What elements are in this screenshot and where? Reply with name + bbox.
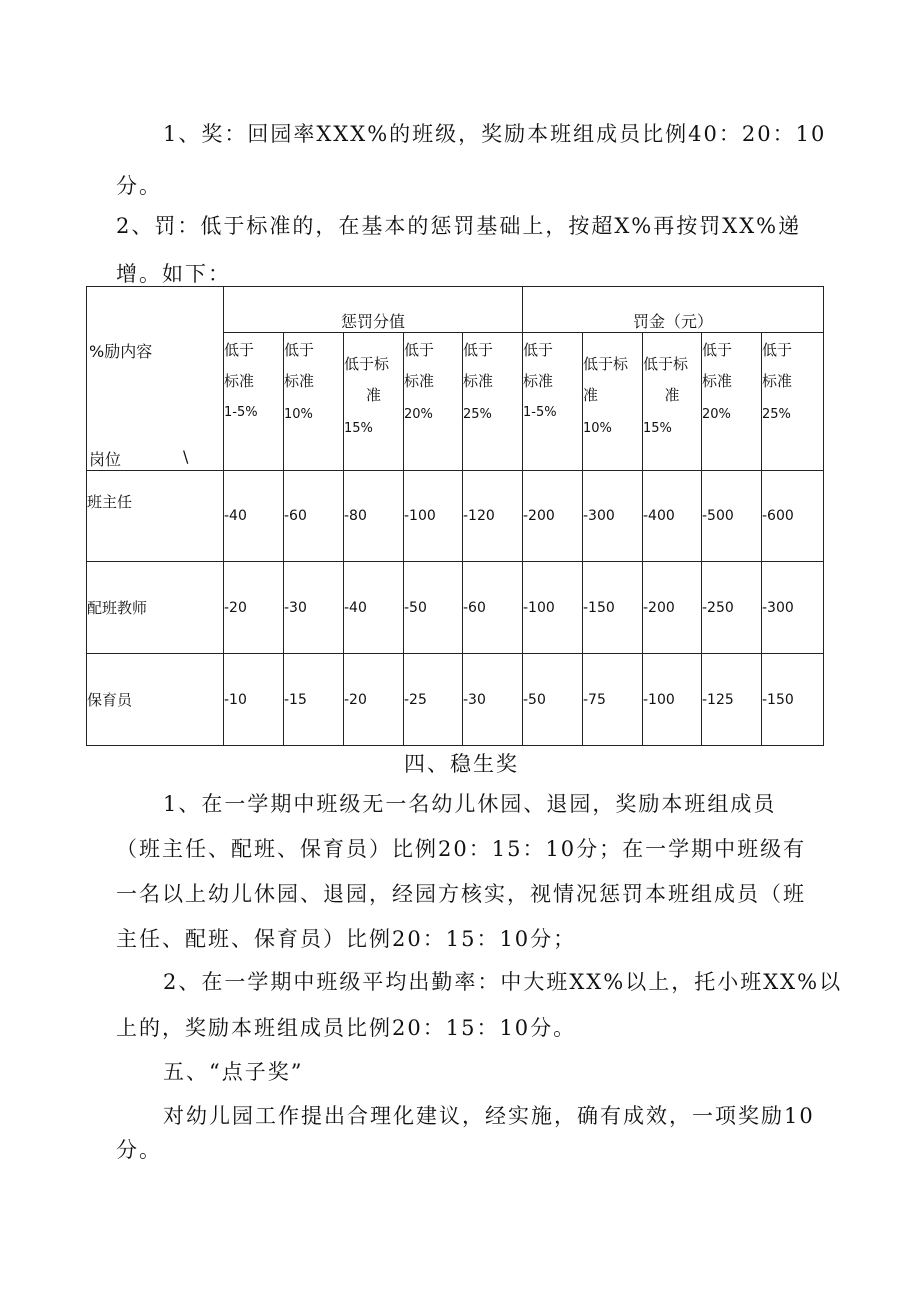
table-cell: -75 (583, 654, 643, 746)
table-cell: -100 (643, 654, 702, 746)
table-cell: -200 (643, 562, 702, 654)
section-4-line-3: 一名以上幼儿休园、退园，经园方核实，视情况惩罚本班组成员（班 (116, 882, 806, 906)
section-4-line-6: 上的，奖励本班组成员比例20：15：10分。 (116, 1016, 577, 1040)
table-cell: -125 (702, 654, 762, 746)
table-cell: -40 (344, 562, 404, 654)
subheader-7: 低于标 准 10% (583, 333, 643, 471)
table-cell: -150 (583, 562, 643, 654)
subheader-8: 低于标 准 15% (643, 333, 702, 471)
section-4-line-1: 1、在一学期中班级无一名幼儿休园、退园，奖励本班组成员 (163, 792, 777, 816)
table-row (87, 471, 824, 562)
table-cell: -15 (284, 654, 344, 746)
subheader-2: 低于 标准 10% (284, 333, 344, 471)
table-cell: -150 (762, 654, 824, 746)
table-cell: -40 (224, 471, 284, 562)
table-cell: -100 (404, 471, 463, 562)
table-cell: -25 (404, 654, 463, 746)
table-cell: -60 (284, 471, 344, 562)
table-cell: -100 (523, 562, 583, 654)
penalty-table (86, 286, 824, 746)
table-cell: -80 (344, 471, 404, 562)
table-cell: -20 (344, 654, 404, 746)
table-row (87, 562, 824, 654)
row-label: 保育员 (87, 654, 224, 746)
group-header-penalty-points: 惩罚分值 (224, 287, 523, 333)
table-cell: -200 (523, 471, 583, 562)
paragraph-1-line-1: 1、奖：回园率XXX%的班级，奖励本班组成员比例40：20：10 (163, 122, 827, 146)
table-cell: -50 (404, 562, 463, 654)
table-cell: -120 (463, 471, 523, 562)
table-cell: -30 (463, 654, 523, 746)
table-corner-header (87, 287, 224, 471)
row-label: 班主任 (87, 471, 224, 562)
corner-position-label: 岗位 (89, 450, 122, 469)
subheader-9: 低于 标准 20% (702, 333, 762, 471)
section-5-line-2: 分。 (116, 1138, 162, 1162)
table-cell: -10 (224, 654, 284, 746)
section-5-title: 五、“点子奖” (163, 1060, 304, 1084)
section-5-line-1: 对幼儿园工作提出合理化建议，经实施，确有成效，一项奖励10 (163, 1104, 815, 1128)
table-cell: -20 (224, 562, 284, 654)
subheader-1: 低于 标准 1-5% (224, 333, 284, 471)
section-4-line-2: （班主任、配班、保育员）比例20：15：10分；在一学期中班级有 (116, 837, 807, 861)
paragraph-2-line-2: 增。如下： (116, 262, 231, 286)
table-cell: -500 (702, 471, 762, 562)
subheader-3: 低于标 准 15% (344, 333, 404, 471)
section-4-line-4: 主任、配班、保育员）比例20：15：10分； (116, 927, 577, 951)
subheader-10: 低于 标准 25% (762, 333, 824, 471)
table-cell: -300 (583, 471, 643, 562)
table-row (87, 654, 824, 746)
paragraph-2-line-1: 2、罚：低于标准的，在基本的惩罚基础上，按超X%再按罚XX%递 (116, 214, 802, 238)
table-cell: -50 (523, 654, 583, 746)
row-label: 配班教师 (87, 562, 224, 654)
subheader-4: 低于 标准 20% (404, 333, 463, 471)
table-cell: -30 (284, 562, 344, 654)
group-header-fine: 罚金（元） (523, 287, 824, 333)
table-cell: -250 (702, 562, 762, 654)
table-cell: -300 (762, 562, 824, 654)
table-cell: -60 (463, 562, 523, 654)
table-cell: -600 (762, 471, 824, 562)
subheader-5: 低于 标准 25% (463, 333, 523, 471)
paragraph-1-line-2: 分。 (116, 174, 162, 198)
table-cell: -400 (643, 471, 702, 562)
corner-content-label: %励内容 (89, 342, 153, 361)
section-4-title: 四、稳生奖 (404, 752, 519, 776)
section-4-line-5: 2、在一学期中班级平均出勤率：中大班XX%以上，托小班XX%以 (163, 970, 843, 994)
corner-slash: \ (183, 447, 189, 466)
subheader-6: 低于 标准 1-5% (523, 333, 583, 471)
